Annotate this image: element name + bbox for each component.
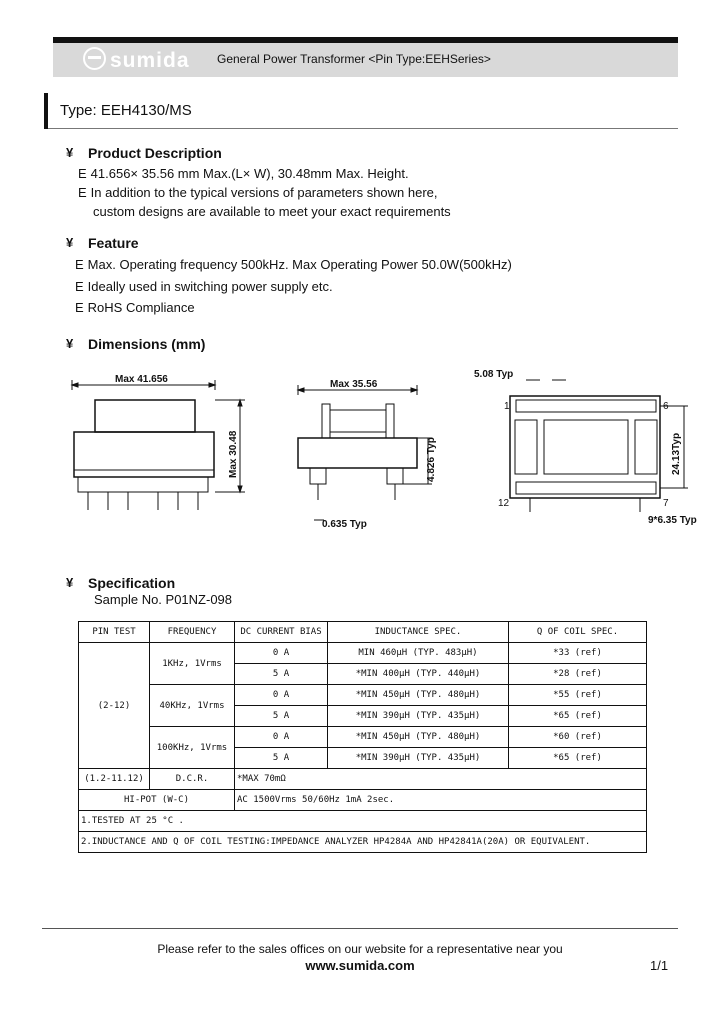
pitch-label: 9*6.35 Typ — [648, 515, 697, 526]
pin-1-label: 1 — [504, 401, 510, 412]
table-row — [79, 832, 647, 853]
footer-rule — [42, 928, 678, 929]
table-row — [79, 643, 647, 664]
frequency-cell: 1KHz, 1Vrms — [150, 643, 235, 685]
description-item: E 41.656× 35.56 mm Max.(L× W), 30.48mm Max. Height. — [78, 166, 409, 181]
document-title: General Power Transformer <Pin Type:EEHSeries> — [217, 52, 491, 66]
max-height-label: Max 30.48 — [228, 430, 239, 478]
hipot-value-cell: AC 1500Vrms 50/60Hz 1mA 2sec. — [235, 790, 647, 811]
q-cell: *55 (ref) — [509, 685, 647, 706]
bias-cell: 5 A — [235, 664, 328, 685]
hipot-label-cell: HI-POT (W-C) — [79, 790, 235, 811]
pin-6-label: 6 — [663, 401, 669, 412]
table-header-row — [79, 622, 647, 643]
product-description-title: Product Description — [88, 145, 222, 161]
pin-spacing-label: 5.08 Typ — [474, 369, 514, 380]
feature-item: E RoHS Compliance — [75, 300, 195, 315]
section-bullet-icon: ¥ — [66, 145, 74, 160]
table-row — [79, 811, 647, 832]
type-label: Type: EEH4130/MS — [60, 102, 192, 119]
dcr-value-cell: *MAX 70mΩ — [235, 769, 647, 790]
website-link[interactable]: www.sumida.com — [305, 958, 415, 973]
dimension-drawing — [60, 360, 720, 540]
q-cell: *65 (ref) — [509, 706, 647, 727]
inductance-cell: MIN 460μH (TYP. 483μH) — [328, 643, 509, 664]
table-row — [79, 685, 647, 706]
header-cell: DC CURRENT BIAS — [235, 622, 328, 643]
bias-cell: 0 A — [235, 685, 328, 706]
side-view — [298, 379, 437, 530]
pin-diameter-label: 0.635 Typ — [322, 519, 367, 530]
footer-notice: Please refer to the sales offices on our website for a representative near you — [157, 942, 563, 956]
max-length-label: Max 41.656 — [115, 374, 168, 385]
description-item: E In addition to the typical versions of parameters shown here, — [78, 185, 438, 200]
q-cell: *60 (ref) — [509, 727, 647, 748]
description-item: custom designs are available to meet your exact requirements — [93, 204, 451, 219]
type-underline — [48, 128, 678, 129]
note-cell: 2.INDUCTANCE AND Q OF COIL TESTING:IMPEDANCE ANALYZER HP4284A AND HP42841A(20A) OR EQUIVALENT. — [79, 832, 647, 853]
sumida-logo-icon — [83, 47, 106, 70]
inductance-cell: *MIN 390μH (TYP. 435μH) — [328, 706, 509, 727]
pin-test-cell: (2-12) — [79, 643, 150, 769]
table-row — [79, 727, 647, 748]
note-cell: 1.TESTED AT 25 °C . — [79, 811, 647, 832]
page-number: 1/1 — [650, 958, 669, 973]
pin-7-label: 7 — [663, 498, 669, 509]
frequency-cell: 100KHz, 1Vrms — [150, 727, 235, 769]
bias-cell: 5 A — [235, 748, 328, 769]
table-row — [79, 769, 647, 790]
inductance-cell: *MIN 390μH (TYP. 435μH) — [328, 748, 509, 769]
inductance-cell: *MIN 450μH (TYP. 480μH) — [328, 685, 509, 706]
sumida-logo: sumida — [83, 47, 190, 73]
q-cell: *28 (ref) — [509, 664, 647, 685]
header-cell: FREQUENCY — [150, 622, 235, 643]
bias-cell: 0 A — [235, 727, 328, 748]
type-marker-bar — [44, 93, 48, 129]
section-bullet-icon: ¥ — [66, 235, 74, 250]
feature-item: E Max. Operating frequency 500kHz. Max Operating Power 50.0W(500kHz) — [75, 257, 512, 272]
front-view — [72, 374, 245, 510]
table-row — [79, 790, 647, 811]
specification-title: Specification — [88, 575, 176, 591]
header-cell: INDUCTANCE SPEC. — [328, 622, 509, 643]
section-bullet-icon: ¥ — [66, 575, 74, 590]
pin-12-label: 12 — [498, 498, 510, 509]
q-cell: *33 (ref) — [509, 643, 647, 664]
pin-height-label: 4.826 Typ — [426, 437, 437, 482]
inductance-cell: *MIN 400μH (TYP. 440μH) — [328, 664, 509, 685]
frequency-cell: 40KHz, 1Vrms — [150, 685, 235, 727]
row-spacing-label: 24.13Typ — [671, 432, 682, 475]
sample-number: Sample No. P01NZ-098 — [94, 592, 233, 607]
bottom-view — [474, 369, 697, 526]
max-width-label: Max 35.56 — [330, 379, 378, 390]
dimensions-title: Dimensions (mm) — [88, 336, 206, 352]
dcr-pins-cell: (1.2-11.12) — [79, 769, 150, 790]
bias-cell: 0 A — [235, 643, 328, 664]
bias-cell: 5 A — [235, 706, 328, 727]
feature-title: Feature — [88, 235, 139, 251]
section-bullet-icon: ¥ — [66, 336, 74, 351]
inductance-cell: *MIN 450μH (TYP. 480μH) — [328, 727, 509, 748]
feature-item: E Ideally used in switching power supply etc. — [75, 279, 333, 294]
header-cell: Q OF COIL SPEC. — [509, 622, 647, 643]
header-cell: PIN TEST — [79, 622, 150, 643]
dcr-label-cell: D.C.R. — [150, 769, 235, 790]
q-cell: *65 (ref) — [509, 748, 647, 769]
specification-table — [78, 621, 647, 853]
